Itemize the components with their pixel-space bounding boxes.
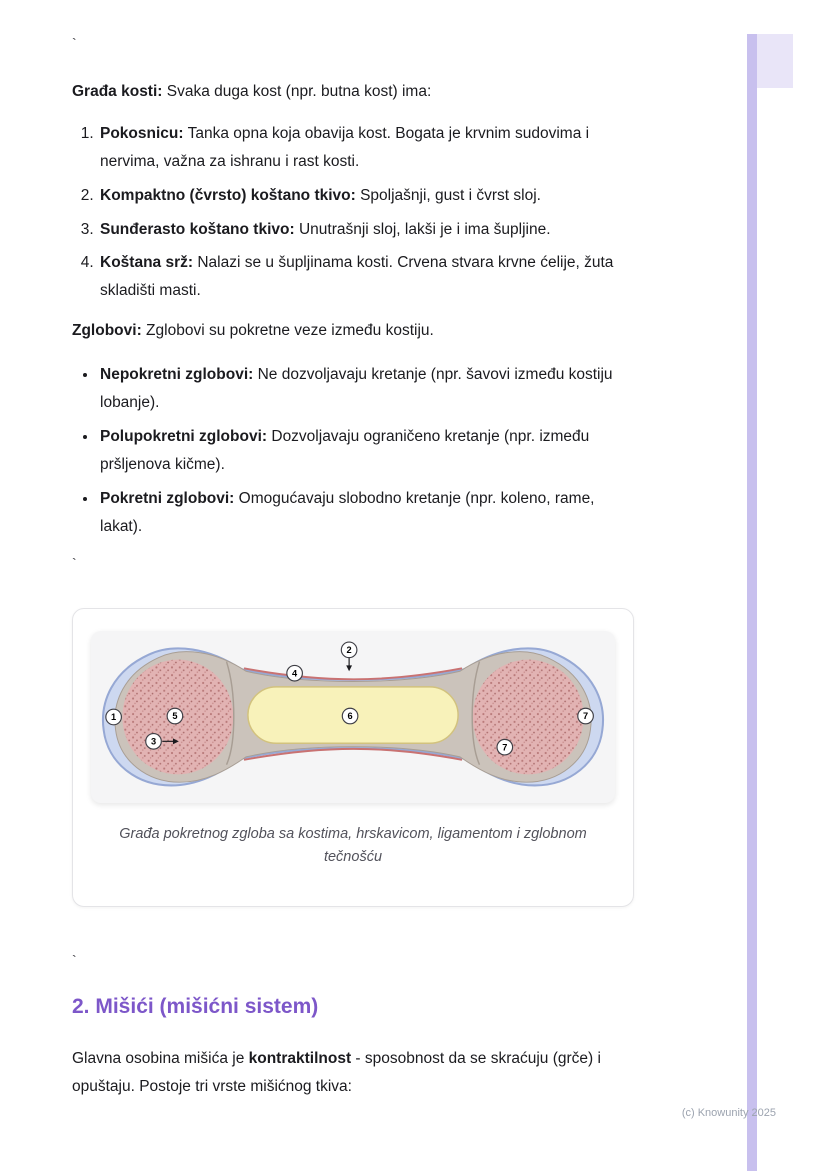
joints-term: Zglobovi:	[72, 322, 142, 340]
joints-intro	[72, 317, 634, 345]
badge-4	[287, 666, 303, 682]
joints-text: Zglobovi su pokretne veze između kostiju.	[141, 322, 434, 340]
bone-diagram	[100, 634, 606, 800]
joint-item-pokretni	[98, 485, 634, 541]
badge-5	[167, 709, 183, 725]
bone-list-item-sundjerasto	[98, 216, 634, 244]
bone-list-item-kompaktno	[98, 182, 634, 210]
svg-text:7: 7	[502, 742, 508, 753]
term-bold: Nepokretni zglobovi:	[100, 366, 254, 384]
item-text: Nalazi se u šupljinama kosti. Crvena stvara krvne ćelije, žuta skladišti masti.	[100, 254, 614, 300]
copyright-watermark: (c) Knowunity 2025	[681, 1107, 776, 1119]
svg-text:7: 7	[582, 711, 589, 722]
term-bold: Pokosnicu:	[100, 124, 184, 142]
badge-6	[342, 709, 358, 725]
term-bold: Kompaktno (čvrsto) koštano tkivo:	[100, 186, 356, 204]
term-bold: Sunđerasto koštano tkivo:	[100, 220, 295, 238]
svg-text:3: 3	[150, 737, 157, 748]
joint-item-polupokretni	[98, 423, 634, 479]
svg-text:4: 4	[292, 668, 298, 679]
stray-backtick-top: `	[72, 35, 77, 51]
bone-structure-intro	[72, 78, 634, 106]
term-bold: Pokretni zglobovi:	[100, 489, 235, 507]
badge-2	[341, 643, 357, 659]
page-edge-corner	[757, 34, 793, 88]
item-text: Tanka opna koja obavija kost. Bogata je krvnim sudovima i nervima, važna za ishranu i rast kosti.	[100, 124, 590, 170]
bone-structure-text: Svaka duga kost (npr. butna kost) ima:	[162, 83, 432, 100]
stray-backtick-middle: `	[72, 555, 77, 572]
svg-text:1: 1	[111, 712, 117, 723]
scrollbar-thumb[interactable]	[747, 34, 757, 1171]
bone-list-item-srz	[98, 249, 634, 305]
badge-7-edge	[578, 709, 594, 725]
item-text: Dozvoljavaju ograničeno kretanje (npr. između pršljenova kičme).	[100, 427, 590, 473]
svg-text:6: 6	[347, 711, 353, 722]
muscles-intro-pre: Glavna osobina mišića je	[72, 1050, 249, 1068]
badge-1	[106, 710, 122, 726]
term-bold: Koštana srž:	[100, 254, 194, 272]
figure-caption: Građa pokretnog zgloba sa kostima, hrskavicom, ligamentom i zglobnom tečnošću	[119, 826, 587, 865]
bone-parts-list	[72, 120, 634, 305]
muscles-intro-post: - sposobnost da se skraćuju (grče) i opuštaju. Postoje tri vrste mišićnog tkiva:	[72, 1050, 601, 1096]
document-content	[72, 34, 634, 1101]
item-text: Ne dozvoljavaju kretanje (npr. šavovi između kostiju lobanje).	[100, 366, 613, 412]
joint-item-nepokretni	[98, 361, 634, 417]
stray-backtick-bottom: `	[72, 952, 77, 969]
joints-list	[72, 361, 634, 540]
bone-structure-term: Građa kosti:	[72, 83, 163, 100]
bone-diagram-panel	[91, 631, 615, 803]
bone-list-item-pokosnica	[98, 120, 634, 176]
item-text: Unutrašnji sloj, lakši je i ima šupljine.	[294, 220, 551, 238]
badge-3	[146, 734, 162, 750]
spongy-bone-right-speckle	[473, 660, 584, 775]
item-text: Spoljašnji, gust i čvrst sloj.	[355, 186, 541, 204]
badge-7-shaft	[497, 740, 513, 756]
svg-text:2: 2	[346, 645, 352, 656]
term-bold: Polupokretni zglobovi:	[100, 427, 268, 445]
section-heading-muscles: 2. Mišići (mišićni sistem)	[72, 995, 319, 1019]
muscles-term: kontraktilnost	[248, 1050, 352, 1068]
arrow-badge-2	[346, 658, 352, 672]
item-text: Omogućavaju slobodno kretanje (npr. koleno, rame, lakat).	[100, 489, 595, 535]
svg-text:5: 5	[172, 711, 178, 722]
muscles-intro	[72, 1045, 634, 1101]
figure-card	[72, 608, 634, 907]
